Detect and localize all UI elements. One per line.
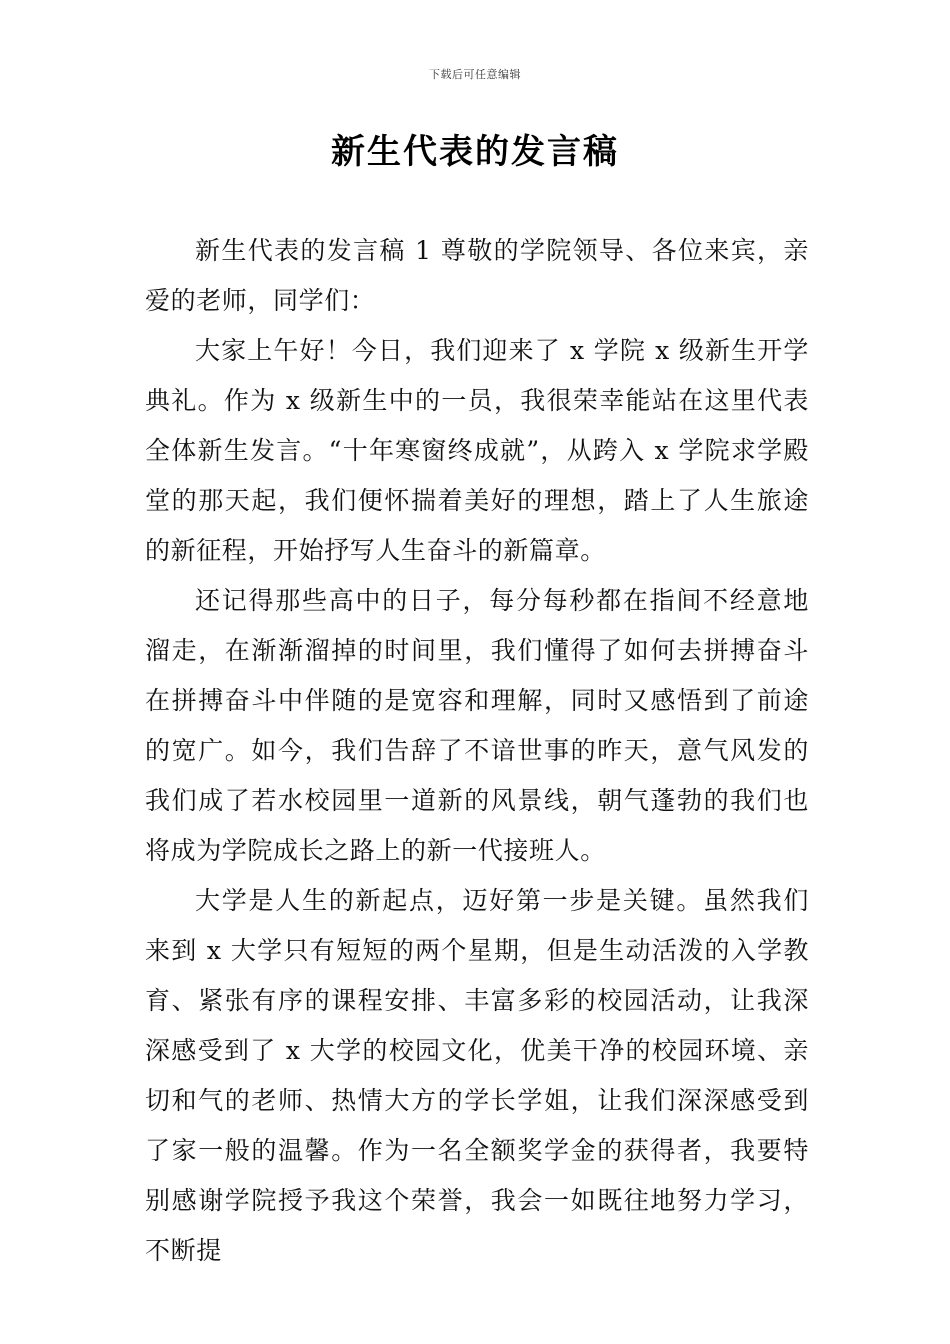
header-note: 下载后可任意编辑 [429,68,521,81]
document-body [145,226,809,1276]
paragraph-1: 新生代表的发言稿 1 尊敬的学院领导、各位来宾，亲爱的老师，同学们： [145,236,809,315]
paragraph-3: 还记得那些高中的日子，每分每秒都在指间不经意地溜走，在渐渐溜掉的时间里，我们懂得了如何去拼搏奋斗在拼搏奋斗中伴随的是宽容和理解，同时又感悟到了前途的宽广。如今，我们告辞了不谙世事的昨天，意气风发的我们成了若水校园里一道新的风景线，朝气蓬勃的我们也将成为学院成长之路上的新一代接班人。 [145,586,809,865]
paragraph-4: 大学是人生的新起点，迈好第一步是关键。虽然我们来到 x 大学只有短短的两个星期，但是生动活泼的入学教育、紧张有序的课程安排、丰富多彩的校园活动，让我深深感受到了 x 大学的校园文化，优美干净的校园环境、亲切和气的老师、热情大方的学长学姐，让我们深深感受到了家一般的温馨。作为一名全额奖学金的获得者，我要特别感谢学院授予我这个荣誉，我会一如既往地努力学习，不断提 [145,886,809,1265]
document-title: 新生代表的发言稿 [331,132,619,172]
paragraph-2: 大家上午好！今日，我们迎来了 x 学院 x 级新生开学典礼。作为 x 级新生中的一员，我很荣幸能站在这里代表全体新生发言。“十年寒窗终成就”，从跨入 x 学院求学殿堂的那天起，我们便怀揣着美好的理想，踏上了人生旅途的新征程，开始抒写人生奋斗的新篇章。 [145,336,809,565]
